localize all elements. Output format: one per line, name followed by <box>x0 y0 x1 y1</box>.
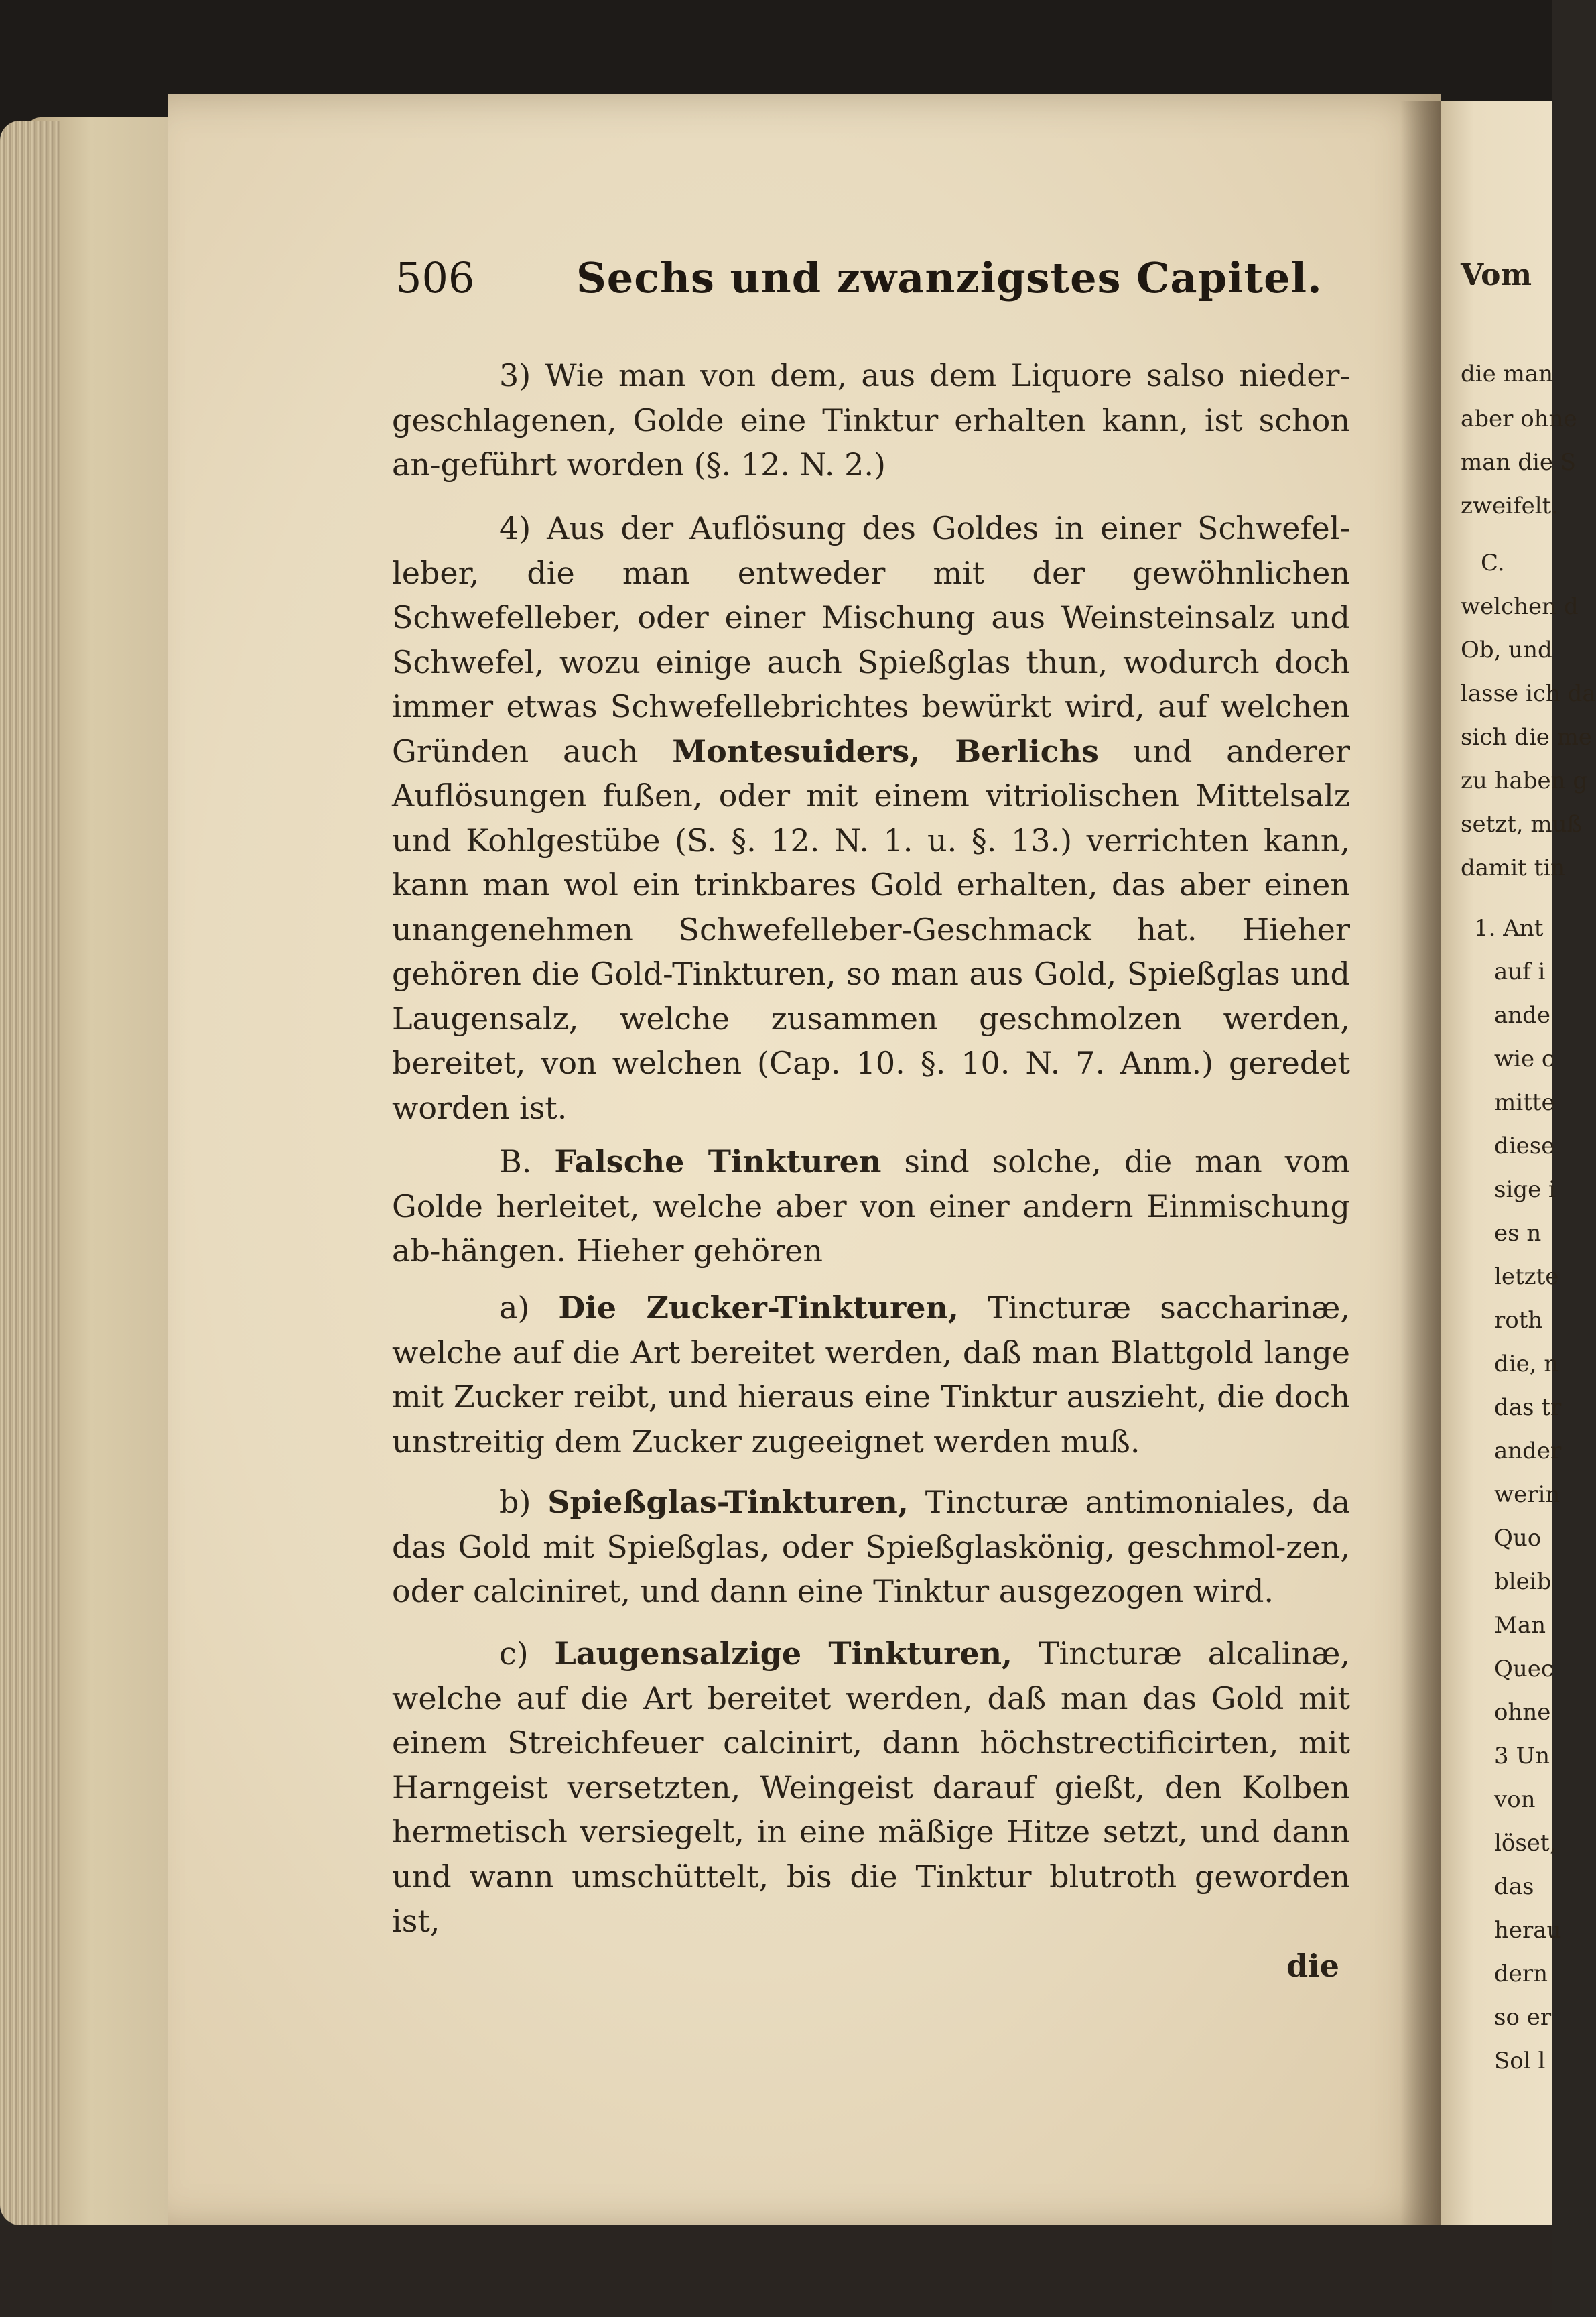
item-c <box>392 1631 1350 1944</box>
facing-line: dern <box>1494 1960 1548 1987</box>
paragraph-text: und anderer Auflösungen fußen, oder mit einem vitriolischen Mittelsalz und Kohlgestübe (S. §. 12. N. 1. u. §. 13.) verrichten kann, kann man wol ein trinkbares Gold erhalten, das aber einen unangenehmen Schwefelleber-Geschmack hat. Hieher gehören die Gold-Tinkturen, so man aus Gold, Spießglas und Laugensalz, welche zusammen geschmolzen werden, bereitet, von welchen (Cap. 10. §. 10. N. 7. Anm.) geredet worden ist. <box>392 733 1351 1126</box>
paragraph-text: Wie man von dem, aus dem Liquore salso nieder-geschlagenen, Golde eine Tinktur erhalten kann, ist schon an-geführt worden (§. 12. N. 2.) <box>392 357 1350 483</box>
facing-line: die man <box>1461 361 1553 387</box>
facing-line: welchen d <box>1461 593 1579 620</box>
facing-line: das <box>1494 1873 1534 1900</box>
facing-line: man die S <box>1461 449 1577 476</box>
facing-line: es n <box>1494 1220 1542 1247</box>
facing-line: setzt, muß <box>1461 811 1583 838</box>
facing-line: Quec <box>1494 1655 1554 1682</box>
item-latin: Tincturæ saccharinæ, <box>988 1290 1350 1326</box>
item-latin: Tincturæ alcalinæ, <box>1038 1635 1350 1672</box>
facing-line: ande <box>1494 1002 1551 1029</box>
item-label: b) <box>499 1484 531 1520</box>
section-heading: Falsche Tinkturen <box>554 1143 882 1180</box>
facing-line: zweifelt. <box>1461 493 1559 519</box>
section-label: B. <box>499 1143 532 1180</box>
paragraph-label: 4) <box>499 510 531 546</box>
paragraph-4 <box>392 506 1350 1130</box>
facing-line: ander <box>1494 1438 1562 1464</box>
catchword: die <box>1286 1948 1339 1984</box>
running-head <box>395 248 1347 308</box>
facing-page <box>1441 101 1596 2232</box>
paragraph-3 <box>392 353 1350 487</box>
facing-line: diese <box>1494 1133 1555 1160</box>
facing-line: das tr <box>1494 1394 1562 1421</box>
facing-line: C. <box>1481 550 1505 576</box>
facing-line: aber ohne <box>1461 405 1577 432</box>
paragraph-label: 3) <box>499 357 531 393</box>
item-heading: Die Zucker-Tinkturen, <box>558 1290 959 1326</box>
author-names: Montesuiders, Berlichs <box>672 733 1099 769</box>
item-label: a) <box>499 1290 530 1326</box>
facing-line: 3 Un <box>1494 1743 1550 1769</box>
section-text: sind solche, die man vom Golde herleitet, welche aber von einer andern Einmischung ab-hängen. Hieher gehören <box>392 1143 1351 1269</box>
facing-line: Sol l <box>1494 2048 1546 2074</box>
facing-line: von <box>1494 1786 1536 1813</box>
facing-line: Quo <box>1494 1525 1542 1552</box>
facing-line: Vom <box>1461 258 1532 292</box>
facing-line: zu haben g <box>1461 767 1588 794</box>
item-text: welche auf die Art bereitet werden, daß man Blattgold lange mit Zucker reibt, und hieraus eine Tinktur auszieht, die doch unstreitig dem Zucker zugeeignet werden muß. <box>392 1334 1350 1460</box>
section-B <box>392 1139 1350 1273</box>
background-bottom <box>0 2225 1552 2317</box>
paragraph-text: Aus der Auflösung des Goldes in einer Schwefel-leber, die man entweder mit der gewöhnlichen Schwefelleber, oder einer Mischung aus Weinsteinsalz und Schwefel, wozu einige auch Spießglas thun, wodurch doch immer etwas Schwefellebrichtes bewürkt wird, auf welchen Gründen auch <box>392 510 1350 769</box>
facing-line: letzte <box>1494 1263 1559 1290</box>
facing-line: auf i <box>1494 958 1546 985</box>
item-heading: Spießglas-Tinkturen, <box>547 1484 909 1520</box>
item-label: c) <box>499 1635 529 1672</box>
item-a <box>392 1286 1350 1464</box>
facing-line: sige i <box>1494 1176 1556 1203</box>
facing-line: roth <box>1494 1307 1543 1334</box>
page-number: 506 <box>395 253 475 302</box>
facing-line: bleib <box>1494 1568 1552 1595</box>
item-text: welche auf die Art bereitet werden, daß man das Gold mit einem Streichfeuer calcinirt, dann höchstrectificirten, mit Harngeist versetzten, Weingeist darauf gießt, den Kolben hermetisch versiegelt, in eine mäßige Hitze setzt, und dann und wann umschüttelt, bis die Tinktur blutroth geworden ist, <box>392 1680 1350 1939</box>
item-b <box>392 1480 1350 1614</box>
facing-line: mitte <box>1494 1089 1555 1116</box>
facing-line: lasse ich da <box>1461 680 1596 707</box>
facing-line: Ob, und <box>1461 637 1552 664</box>
chapter-title: Sechs und zwanzigstes Capitel. <box>576 253 1323 302</box>
item-text: da das Gold mit Spießglas, oder Spießglaskönig, geschmol-zen, oder calciniret, und dann eine Tinktur ausgezogen wird. <box>392 1484 1351 1609</box>
facing-line: ohne <box>1494 1699 1551 1726</box>
facing-line: damit tin <box>1461 855 1566 881</box>
facing-line: werin <box>1494 1481 1560 1508</box>
facing-line: so er <box>1494 2004 1552 2031</box>
facing-line: die, n <box>1494 1351 1559 1377</box>
facing-line: löset, <box>1494 1830 1557 1857</box>
facing-line: herau <box>1494 1917 1562 1944</box>
facing-line: wie c <box>1494 1046 1554 1072</box>
facing-line: Man <box>1494 1612 1546 1639</box>
facing-line: sich die me <box>1461 724 1592 751</box>
book-edge <box>0 121 60 2225</box>
facing-line: 1. Ant <box>1474 915 1544 942</box>
item-heading: Laugensalzige Tinkturen, <box>554 1635 1013 1672</box>
item-latin: Tincturæ antimoniales, <box>925 1484 1296 1520</box>
